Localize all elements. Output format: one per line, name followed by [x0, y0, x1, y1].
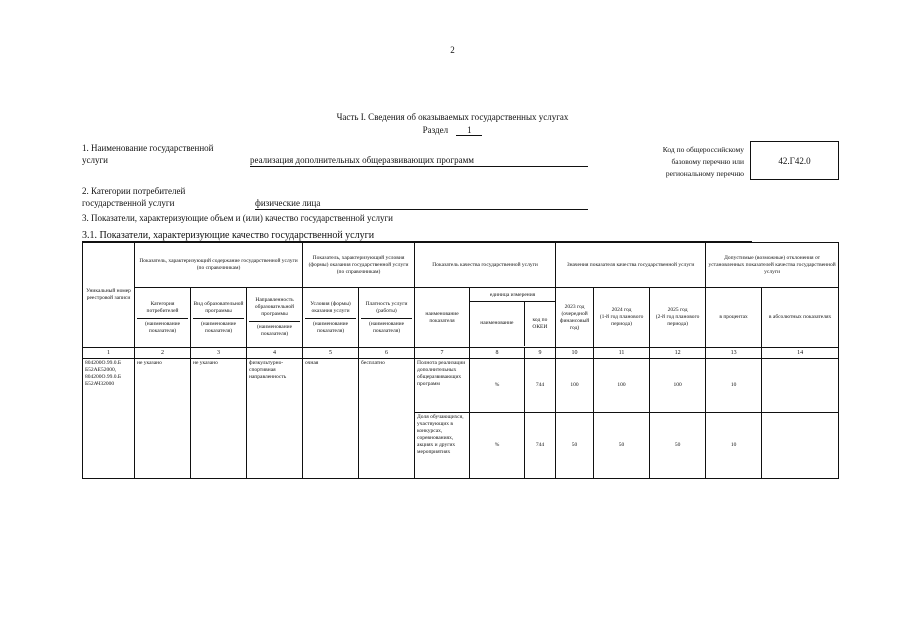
- deviation-group-header: Допустимые (возможные) отклонения от установленных показателей качества государственной услуги: [706, 243, 839, 288]
- cell-dev-percent: 10: [706, 359, 762, 413]
- col-indicator-name-header: наименование показателя: [415, 288, 470, 348]
- content-group-header: Показатель, характеризующий содержание государственной услуги (по справочникам): [135, 243, 303, 288]
- cell-unit: %: [470, 359, 525, 413]
- col-okei-header: код по ОКЕИ: [532, 316, 548, 330]
- col-dev-percent-header: в процентах: [706, 288, 762, 348]
- cell-dev-absolute: [762, 359, 839, 413]
- col-conditions-header: Условия (формы) оказания услуги (наименование показателя): [303, 288, 359, 348]
- col-payment-header: Платность услуги (работы) (наименование показателя): [359, 288, 415, 348]
- indicators-heading: 3. Показатели, характеризующие объем и (или) качество государственной услуги: [82, 213, 393, 223]
- service-name-value: реализация дополнительных общеразвивающих программ: [250, 154, 588, 167]
- table-row: [83, 359, 839, 413]
- quality-section-heading: 3.1. Показатели, характеризующие качество государственной услуги: [82, 230, 752, 242]
- page-number: 2: [450, 45, 455, 55]
- col-category-header: Категория потребителей (наименование показателя): [135, 288, 191, 348]
- code-label: [620, 144, 744, 180]
- col-program-type-header: Вид образовательной программы (наименование показателя): [191, 288, 247, 348]
- cell-okei: 744: [525, 359, 556, 413]
- part-title: Часть I. Сведения об оказываемых государственных услугах: [336, 112, 569, 122]
- consumers-label-line2: государственной услуги: [82, 198, 175, 208]
- section-label: Раздел: [422, 125, 449, 135]
- unit-group-header: единица измерения наименование код по ОКЕИ: [470, 288, 556, 348]
- cell-unique: 804200О.99.0.Б Б52АЕ52000, 804200О.99.0.Б Б52АЧ32000: [83, 359, 135, 479]
- col-unique-header: Уникальный номер реестровой записи: [83, 243, 135, 348]
- cell-unit: %: [470, 413, 525, 479]
- cell-dev-absolute: [762, 413, 839, 479]
- code-label-line1: Код по общероссийскому: [662, 145, 744, 154]
- conditions-group-header: Показатель, характеризующий условия (формы) оказания государственной услуги (по справочникам): [303, 243, 415, 288]
- col-unit-name-header: наименование: [470, 302, 525, 346]
- col-2024-header: 2024 год (1-й год планового периода): [594, 288, 650, 348]
- column-number-row: 1 2 3 4 5 6 7 8 9 10 11 12 13 14: [83, 348, 839, 359]
- code-label-line3: региональному перечню: [665, 169, 744, 178]
- cell-2024: 50: [594, 413, 650, 479]
- consumers-value: физические лица: [255, 197, 588, 210]
- cell-2023: 50: [556, 413, 594, 479]
- col-direction-header: Направленность образовательной программы (наименование показателя): [247, 288, 303, 348]
- service-name-label: [82, 142, 213, 166]
- col-2023-header: 2023 год (очередной финансовый год): [556, 288, 594, 348]
- quality-table: [82, 242, 839, 479]
- section-line: [200, 125, 705, 136]
- consumers-label-line1: 2. Категории потребителей: [82, 186, 186, 196]
- consumers-label: [82, 185, 185, 209]
- col-dev-absolute-header: в абсолютных показателях: [762, 288, 839, 348]
- cell-2023: 100: [556, 359, 594, 413]
- service-name-label-line2: услуги: [82, 155, 108, 165]
- cell-direction: физкультурно-спортивная направленность: [247, 359, 303, 479]
- service-name-label-line1: 1. Наименование государственной: [82, 143, 214, 153]
- cell-2025: 100: [650, 359, 706, 413]
- cell-conditions: очная: [303, 359, 359, 479]
- code-box: [750, 141, 839, 180]
- cell-dev-percent: 10: [706, 413, 762, 479]
- code-label-line2: базовому перечню или: [671, 157, 744, 166]
- cell-program-type: не указано: [191, 359, 247, 479]
- cell-2024: 100: [594, 359, 650, 413]
- col-2025-header: 2025 год (2-й год планового периода): [650, 288, 706, 348]
- code-value: 42.Г42.0: [778, 155, 811, 166]
- cell-category: не указано: [135, 359, 191, 479]
- cell-indicator: Доля обучающихся, участвующих в конкурсах, соревнованиях, акциях и других мероприятиях: [415, 413, 470, 479]
- cell-payment: бесплатно: [359, 359, 415, 479]
- cell-okei: 744: [525, 413, 556, 479]
- values-group-header: Значения показателя качества государственной услуги: [556, 243, 706, 288]
- cell-2025: 50: [650, 413, 706, 479]
- quality-group-header: Показатель качества государственной услуги: [415, 243, 556, 288]
- section-number: 1: [456, 125, 482, 136]
- cell-indicator: Полнота реализации дополнительных общеразвивающих программ: [415, 359, 470, 413]
